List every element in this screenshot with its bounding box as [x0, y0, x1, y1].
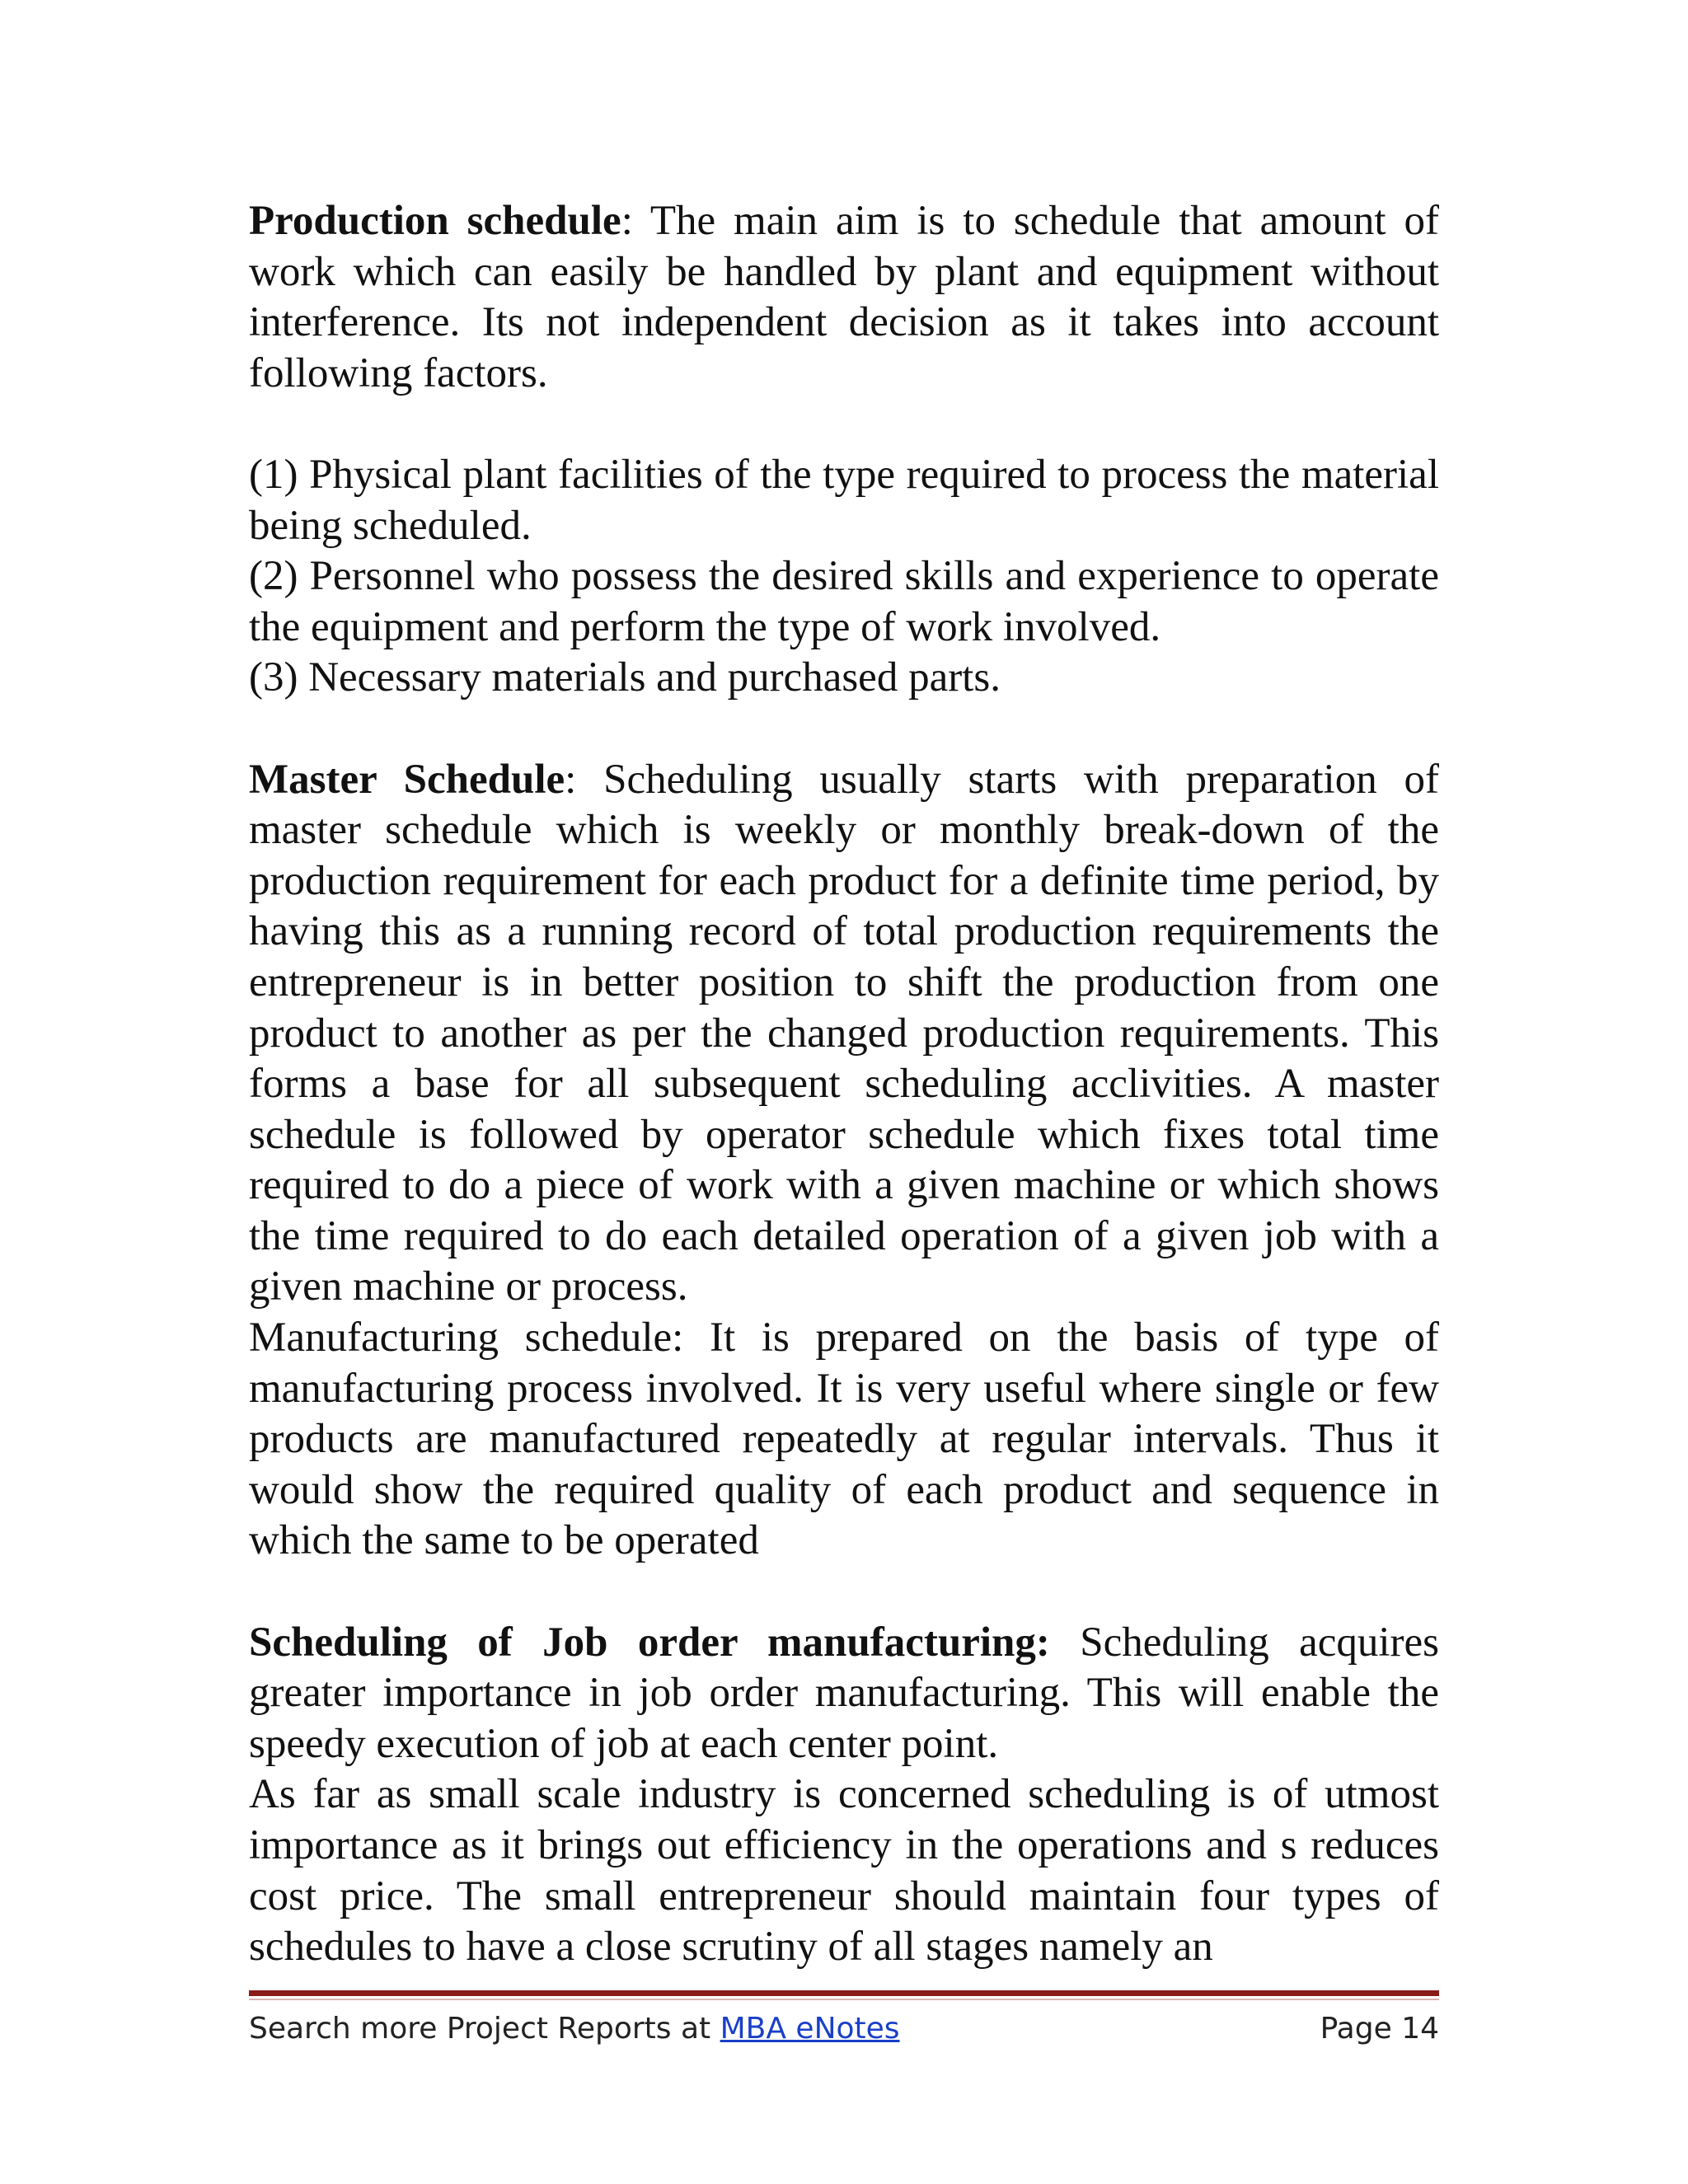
page-body	[249, 196, 1439, 1973]
job-order-paragraph	[249, 1618, 1439, 1770]
small-scale-paragraph: As far as small scale industry is concerned scheduling is of utmost importance as it brings out efficiency in the operations and s reduces cost price. The small entrepreneur should maintain four types of schedules to have a close scrutiny of all stages namely an	[249, 1771, 1439, 1971]
factor-item-1: (1) Physical plant facilities of the type required to process the material being scheduled.	[249, 451, 1439, 549]
page-footer	[249, 2006, 1439, 2052]
mba-enotes-link[interactable]: MBA eNotes	[720, 2012, 900, 2046]
factor-item-3: (3) Necessary materials and purchased parts.	[249, 654, 1001, 701]
footer-promo	[249, 2006, 900, 2052]
footer-prefix: Search more Project Reports at	[249, 2012, 720, 2046]
manufacturing-schedule-paragraph: Manufacturing schedule: It is prepared on the basis of type of manufacturing process involved. It is very useful where single or few products are manufactured repeatedly at regular intervals. Thus it would show the required quality of each product and sequence in which the same to be operated	[249, 1315, 1439, 1564]
footer-divider-thin	[249, 1999, 1439, 2000]
production-schedule-text: : The main aim is to schedule that amount of work which can easily be handled by plant and equipment without interference. Its not independent decision as it takes into account following factors.	[249, 198, 1439, 396]
master-schedule-paragraph	[249, 755, 1439, 1314]
page-number: Page 14	[1320, 2012, 1439, 2046]
factor-item-2: (2) Personnel who possess the desired skills and experience to operate the equipment and perform the type of work involved.	[249, 553, 1439, 650]
master-schedule-heading: Master Schedule	[249, 756, 565, 803]
job-order-heading: Scheduling of Job order manufacturing:	[249, 1619, 1050, 1666]
footer-divider	[249, 1990, 1439, 1996]
master-schedule-text: : Scheduling usually starts with preparation of master schedule which is weekly or monthly break-down of the production requirement for each product for a definite time period, by having this as a running record of total production requirements the entrepreneur is in better position to shift the production from one product to another as per the changed production requirements. This forms a base for all subsequent scheduling acclivities. A master schedule is followed by operator schedule which fixes total time required to do a piece of work with a given machine or which shows the time required to do each detailed operation of a given job with a given machine or process.	[249, 756, 1439, 1310]
job-order-text: Scheduling acquires greater importance in job order manufacturing. This will enable the speedy execution of job at each center point.	[249, 1619, 1439, 1767]
production-schedule-paragraph	[249, 196, 1439, 399]
production-schedule-heading: Production schedule	[249, 198, 621, 244]
